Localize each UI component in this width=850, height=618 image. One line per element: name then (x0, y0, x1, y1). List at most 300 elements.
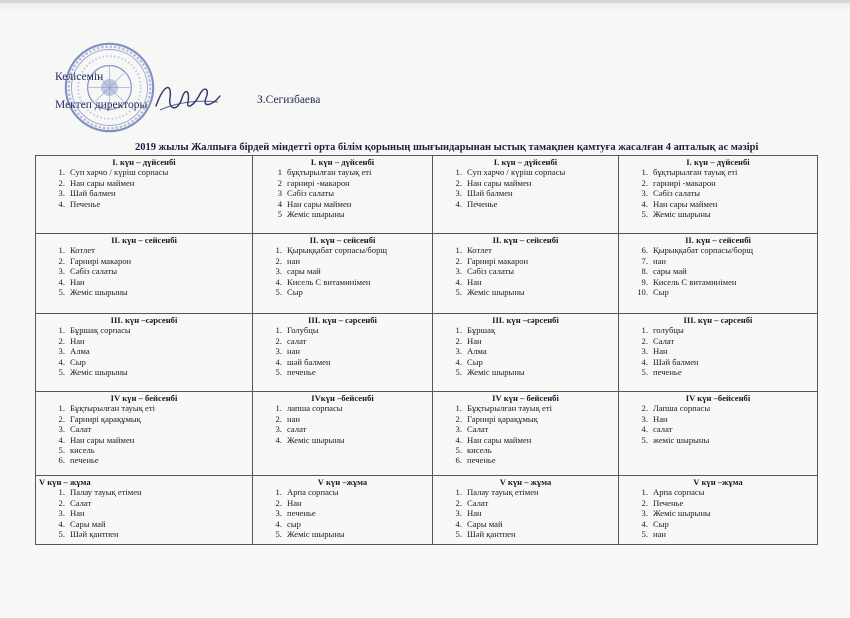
menu-item (622, 414, 814, 424)
menu-item-text: шәй балмен (287, 356, 331, 367)
menu-item-list (622, 325, 814, 377)
menu-item-text: Кисель С витаминімен (287, 276, 371, 287)
menu-item-text: Гарнирі қарақұмық (70, 413, 141, 424)
menu-item-number: 4. (58, 518, 65, 529)
menu-item-number: 2. (275, 413, 282, 424)
menu-item-text: Печенье (653, 497, 684, 508)
menu-item-number: 3. (58, 508, 65, 519)
menu-item (436, 277, 615, 287)
menu-item-text: гарнирі -макарон (653, 177, 716, 188)
menu-item (39, 435, 249, 445)
menu-item (436, 256, 615, 266)
menu-item (39, 199, 249, 209)
menu-item-number: 1 (277, 167, 282, 178)
menu-item-text: сыр (287, 518, 301, 529)
document-title: 2019 жылы Жалпыға бірдей міндетті орта білім қорының шығындарынан ыстық тамақпен қамтуға жасалған 4 апталық ас мәзірі (135, 142, 759, 153)
menu-cell (619, 392, 818, 476)
menu-item-number: 5. (641, 529, 648, 540)
menu-item-number: 5. (641, 209, 648, 220)
menu-item-list (39, 325, 249, 377)
menu-item-text: Жеміс шырыны (287, 434, 345, 445)
menu-item-number: 2. (641, 335, 648, 346)
approval-agree-label: Келісемін (55, 71, 104, 83)
menu-item-number: 2 (277, 177, 282, 188)
menu-item-text: Жеміс шырыны (287, 529, 345, 540)
menu-item-number: 1. (58, 403, 65, 414)
menu-day-row (36, 476, 818, 545)
menu-item (622, 519, 814, 529)
menu-item-text: печенье (287, 508, 316, 519)
menu-item-number: 4. (455, 518, 462, 529)
menu-item-number: 2. (275, 335, 282, 346)
menu-item-list (39, 403, 249, 465)
menu-cell (433, 156, 619, 234)
menu-cell (36, 234, 253, 314)
menu-item-list (622, 167, 814, 219)
menu-item (256, 287, 429, 297)
menu-item-text: Сары май (467, 518, 503, 529)
menu-item-text: Сыр (653, 287, 669, 298)
menu-item (256, 188, 429, 198)
menu-item-number: 10. (637, 287, 648, 298)
menu-day-heading: V күн –жұма (317, 477, 368, 487)
menu-item-number: 1. (58, 245, 65, 256)
menu-item (622, 256, 814, 266)
menu-item-number: 1. (455, 245, 462, 256)
menu-day-heading: II. күн – сейсенбі (309, 235, 376, 245)
menu-item (39, 357, 249, 367)
menu-item-list (622, 403, 814, 445)
menu-item-text: Жеміс шырыны (467, 367, 525, 378)
menu-item-list (622, 245, 814, 297)
menu-item-text: Сыр (467, 356, 483, 367)
menu-item-number: 5. (275, 367, 282, 378)
menu-item (39, 188, 249, 198)
menu-item (622, 266, 814, 276)
menu-item-number: 5. (641, 434, 648, 445)
menu-item-list (436, 487, 615, 539)
menu-day-heading: IV күн – бейсенбі (110, 393, 178, 403)
menu-item (436, 508, 615, 518)
menu-item-text: Шәй қантпен (467, 529, 516, 540)
menu-cell (433, 234, 619, 314)
menu-item-number: 3. (58, 266, 65, 277)
menu-item-text: Арпа сорпасы (287, 487, 339, 498)
menu-item-number: 1. (641, 167, 648, 178)
menu-item-number: 6. (58, 455, 65, 466)
menu-item-text: бұқтырылған тауық еті (653, 167, 738, 178)
menu-item-number: 5. (58, 367, 65, 378)
menu-item-text: печенье (653, 367, 682, 378)
menu-item-number: 3. (641, 188, 648, 199)
menu-day-heading: III. күн –сәрсенбі (110, 315, 178, 325)
menu-item (39, 367, 249, 377)
menu-item-text: Печенье (467, 198, 498, 209)
menu-item (256, 346, 429, 356)
menu-item-number: 5. (58, 529, 65, 540)
menu-item (622, 167, 814, 177)
menu-item (436, 336, 615, 346)
menu-item (622, 346, 814, 356)
menu-item-text: Алма (70, 346, 90, 357)
menu-day-heading: IV күн –бейсенбі (685, 393, 751, 403)
menu-item (39, 508, 249, 518)
menu-item-text: Бұқтырылған тауық еті (467, 403, 552, 414)
menu-cell (433, 392, 619, 476)
menu-item-text: Қырыққабат сорпасы/борщ (653, 245, 753, 256)
menu-item (39, 325, 249, 335)
menu-item-number: 6. (455, 455, 462, 466)
menu-day-heading: I. күн – дүйсенбі (310, 157, 375, 167)
menu-item (256, 519, 429, 529)
menu-item (39, 336, 249, 346)
menu-item-text: салат (653, 424, 673, 435)
menu-item (256, 167, 429, 177)
menu-item (622, 508, 814, 518)
menu-item (39, 256, 249, 266)
menu-item-list (256, 245, 429, 297)
menu-item (436, 245, 615, 255)
menu-item-text: печенье (287, 367, 316, 378)
menu-cell (253, 234, 433, 314)
menu-item-text: Нан (467, 276, 482, 287)
menu-item-text: Печенье (70, 198, 101, 209)
menu-item-text: Нан сары маймен (70, 177, 135, 188)
menu-item-number: 1. (275, 245, 282, 256)
menu-item-number: 3. (455, 266, 462, 277)
menu-item (256, 424, 429, 434)
menu-item-text: бұқтырылған тауық еті (287, 167, 372, 178)
menu-item-number: 2. (58, 177, 65, 188)
menu-item-text: Гарнирі макарон (467, 255, 529, 266)
menu-item (256, 277, 429, 287)
menu-item-list (436, 245, 615, 297)
menu-item-text: Нан (467, 508, 482, 519)
menu-item (436, 435, 615, 445)
menu-item (256, 487, 429, 497)
menu-item-number: 3. (58, 346, 65, 357)
menu-item (436, 414, 615, 424)
menu-item (256, 367, 429, 377)
menu-item (436, 167, 615, 177)
menu-item (622, 498, 814, 508)
menu-item-number: 3 (277, 188, 282, 199)
menu-item-text: Жеміс шырыны (653, 508, 711, 519)
menu-day-heading: III. күн –сәрсенбі (492, 315, 559, 325)
menu-item-text: Қырыққабат сорпасы/борщ (287, 245, 387, 256)
menu-item-text: Алма (467, 346, 487, 357)
menu-item-text: лапша сорпасы (287, 403, 343, 414)
menu-cell (619, 156, 818, 234)
menu-cell (619, 234, 818, 314)
menu-day-heading: V күн – жұма (39, 477, 91, 487)
menu-item (256, 209, 429, 219)
menu-item (436, 325, 615, 335)
menu-item-text: Сәбіз салаты (653, 188, 701, 199)
menu-item-list (39, 487, 249, 539)
menu-item-number: 2. (58, 497, 65, 508)
menu-day-heading: III. күн – сәрсенбі (308, 315, 377, 325)
menu-item (622, 325, 814, 335)
menu-item (622, 277, 814, 287)
menu-item (256, 414, 429, 424)
menu-item-text: Жеміс шырыны (467, 287, 525, 298)
menu-item-text: Сәбіз салаты (287, 188, 335, 199)
menu-item-text: Жеміс шырыны (70, 287, 128, 298)
menu-item-number: 1. (58, 325, 65, 336)
menu-item-number: 4. (641, 518, 648, 529)
menu-item (256, 178, 429, 188)
menu-item-text: Шәй балмен (467, 188, 513, 199)
menu-item-text: Арпа сорпасы (653, 487, 705, 498)
menu-item (39, 529, 249, 539)
menu-item (622, 245, 814, 255)
menu-day-heading: V күн –жұма (693, 477, 743, 487)
menu-item-text: Салат (467, 497, 489, 508)
menu-item-number: 2. (641, 497, 648, 508)
menu-item-text: кисель (70, 445, 95, 456)
menu-item-number: 4. (455, 434, 462, 445)
menu-cell (619, 314, 818, 392)
menu-item-number: 5. (641, 367, 648, 378)
menu-item-text: Нан (467, 335, 482, 346)
menu-item-text: кисель (467, 445, 492, 456)
menu-item-text: Сәбіз салаты (70, 266, 118, 277)
menu-item-number: 5. (58, 287, 65, 298)
menu-cell (253, 476, 433, 545)
menu-item-number: 2. (275, 497, 282, 508)
menu-item-number: 3. (58, 188, 65, 199)
menu-item-text: салат (287, 335, 307, 346)
menu-item-number: 1. (275, 403, 282, 414)
menu-item-number: 2. (58, 255, 65, 266)
menu-item-text: нан (287, 255, 301, 266)
menu-day-heading: V күн – жұма (499, 477, 552, 487)
menu-item-number: 3. (275, 424, 282, 435)
menu-item-number: 2. (641, 403, 648, 414)
menu-item-number: 4. (275, 518, 282, 529)
menu-item-list (436, 403, 615, 465)
menu-item-list (39, 245, 249, 297)
menu-item (39, 277, 249, 287)
menu-item-text: нан (653, 529, 667, 540)
menu-cell (253, 392, 433, 476)
menu-item-text: печенье (467, 455, 496, 466)
menu-item-text: Кисель С витаминімен (653, 276, 737, 287)
menu-item-number: 2. (641, 177, 648, 188)
menu-item-number: 2. (455, 413, 462, 424)
menu-item-text: Гарнирі қарақұмық (467, 413, 538, 424)
menu-item (436, 188, 615, 198)
menu-item-number: 3. (641, 508, 648, 519)
menu-item (39, 455, 249, 465)
menu-day-heading: II. күн – сейсенбі (111, 235, 177, 245)
menu-item (256, 245, 429, 255)
menu-item-text: Нан (70, 335, 85, 346)
menu-item (256, 199, 429, 209)
menu-item (436, 498, 615, 508)
menu-item-number: 4. (58, 276, 65, 287)
menu-item-number: 2. (455, 335, 462, 346)
menu-item-text: Нан (287, 497, 302, 508)
menu-item (436, 199, 615, 209)
menu-item-number: 3. (275, 266, 282, 277)
menu-item-text: салат (287, 424, 307, 435)
menu-item-number: 1. (275, 325, 282, 336)
menu-item (256, 403, 429, 413)
menu-item-number: 4 (277, 198, 282, 209)
menu-item-text: Сәбіз салаты (467, 266, 515, 277)
menu-item (256, 325, 429, 335)
menu-item-text: нан (287, 346, 301, 357)
menu-cell (433, 476, 619, 545)
menu-item-number: 2. (275, 255, 282, 266)
menu-item-number: 3. (455, 188, 462, 199)
menu-item (622, 403, 814, 413)
menu-item (436, 367, 615, 377)
menu-item-number: 1. (455, 325, 462, 336)
menu-item (39, 346, 249, 356)
menu-item-number: 1. (641, 325, 648, 336)
menu-item-text: Салат (467, 424, 489, 435)
menu-item (622, 336, 814, 346)
menu-item-text: Суп харчо / күріш сорпасы (70, 167, 169, 178)
menu-item (256, 508, 429, 518)
menu-item-number: 4. (455, 356, 462, 367)
menu-item (39, 498, 249, 508)
menu-item-text: Салат (653, 335, 675, 346)
menu-day-heading: I. күн – дүйсенбі (686, 157, 750, 167)
menu-cell (36, 156, 253, 234)
menu-item (622, 178, 814, 188)
menu-item-number: 3. (455, 508, 462, 519)
menu-item (256, 357, 429, 367)
menu-item-number: 3. (641, 346, 648, 357)
menu-item-number: 1. (58, 487, 65, 498)
menu-item-number: 3. (455, 424, 462, 435)
menu-item-text: Нан сары маймен (653, 198, 718, 209)
menu-item-text: сары май (287, 266, 321, 277)
menu-item-number: 5. (275, 529, 282, 540)
menu-item-text: Салат (70, 497, 92, 508)
menu-item-text: Лапша сорпасы (653, 403, 711, 414)
menu-item (622, 435, 814, 445)
scan-top-edge (0, 0, 850, 3)
menu-item-list (256, 403, 429, 445)
menu-item-list (436, 167, 615, 209)
menu-item (436, 424, 615, 434)
menu-table (35, 155, 818, 545)
menu-item-number: 4. (455, 198, 462, 209)
menu-item (256, 266, 429, 276)
menu-item (39, 287, 249, 297)
approver-name: З.Сегизбаева (257, 94, 321, 106)
menu-item-number: 3. (58, 424, 65, 435)
menu-item-text: жеміс шырыны (653, 434, 710, 445)
menu-day-row (36, 392, 818, 476)
menu-item (436, 487, 615, 497)
menu-cell (253, 156, 433, 234)
menu-item (256, 256, 429, 266)
menu-item-number: 4. (58, 434, 65, 445)
menu-item-number: 5. (455, 529, 462, 540)
menu-item-text: нан (653, 255, 667, 266)
menu-item (622, 487, 814, 497)
menu-item-list (256, 487, 429, 539)
menu-item-number: 4. (641, 356, 648, 367)
menu-item-number: 2. (455, 497, 462, 508)
menu-item-text: Нан сары маймен (467, 434, 532, 445)
menu-item-text: сары май (653, 266, 687, 277)
menu-item-number: 3. (275, 346, 282, 357)
menu-item (436, 266, 615, 276)
menu-item-text: Нан (653, 346, 668, 357)
menu-item-text: Голубцы (287, 325, 319, 336)
menu-item-number: 5. (455, 287, 462, 298)
menu-item-text: Сыр (287, 287, 303, 298)
menu-item (39, 245, 249, 255)
menu-cell (619, 476, 818, 545)
menu-item-number: 1. (275, 487, 282, 498)
menu-day-heading: II. күн – сейсенбі (685, 235, 751, 245)
menu-item-text: Суп харчо / күріш сорпасы (467, 167, 566, 178)
signature-icon (150, 76, 225, 118)
menu-item (39, 445, 249, 455)
menu-item (436, 357, 615, 367)
menu-item (39, 266, 249, 276)
menu-item-text: Нан сары маймен (287, 198, 352, 209)
menu-item-number: 4. (58, 198, 65, 209)
menu-item (39, 178, 249, 188)
menu-item (39, 487, 249, 497)
menu-item-text: Жеміс шырыны (287, 209, 345, 220)
menu-item-number: 2. (455, 255, 462, 266)
menu-item (436, 287, 615, 297)
menu-item (436, 529, 615, 539)
menu-item-text: Нан сары маймен (467, 177, 532, 188)
menu-item-number: 2. (58, 413, 65, 424)
menu-item-number: 8. (641, 266, 648, 277)
menu-cell (433, 314, 619, 392)
menu-day-heading: III. күн – сәрсенбі (683, 315, 753, 325)
menu-item-number: 5. (58, 445, 65, 456)
menu-item-number: 4. (275, 434, 282, 445)
menu-day-row (36, 156, 818, 234)
menu-item (436, 519, 615, 529)
menu-item (39, 167, 249, 177)
menu-item-list (622, 487, 814, 539)
menu-item-text: Нан (70, 276, 85, 287)
menu-item (39, 403, 249, 413)
menu-item (39, 414, 249, 424)
menu-item (256, 529, 429, 539)
menu-item-number: 4. (641, 424, 648, 435)
menu-item-number: 4. (455, 276, 462, 287)
menu-item-text: Шәй қантпен (70, 529, 119, 540)
menu-item (256, 336, 429, 346)
menu-item-list (256, 325, 429, 377)
menu-item-text: Сыр (70, 356, 86, 367)
menu-item-number: 1. (58, 167, 65, 178)
menu-cell (36, 392, 253, 476)
menu-item-number: 5 (277, 209, 282, 220)
menu-item (622, 357, 814, 367)
menu-cell (253, 314, 433, 392)
menu-item (622, 199, 814, 209)
menu-item-text: Нан (653, 413, 668, 424)
menu-day-heading: IVкүн –бейсенбі (311, 393, 374, 403)
menu-item-number: 6. (641, 245, 648, 256)
